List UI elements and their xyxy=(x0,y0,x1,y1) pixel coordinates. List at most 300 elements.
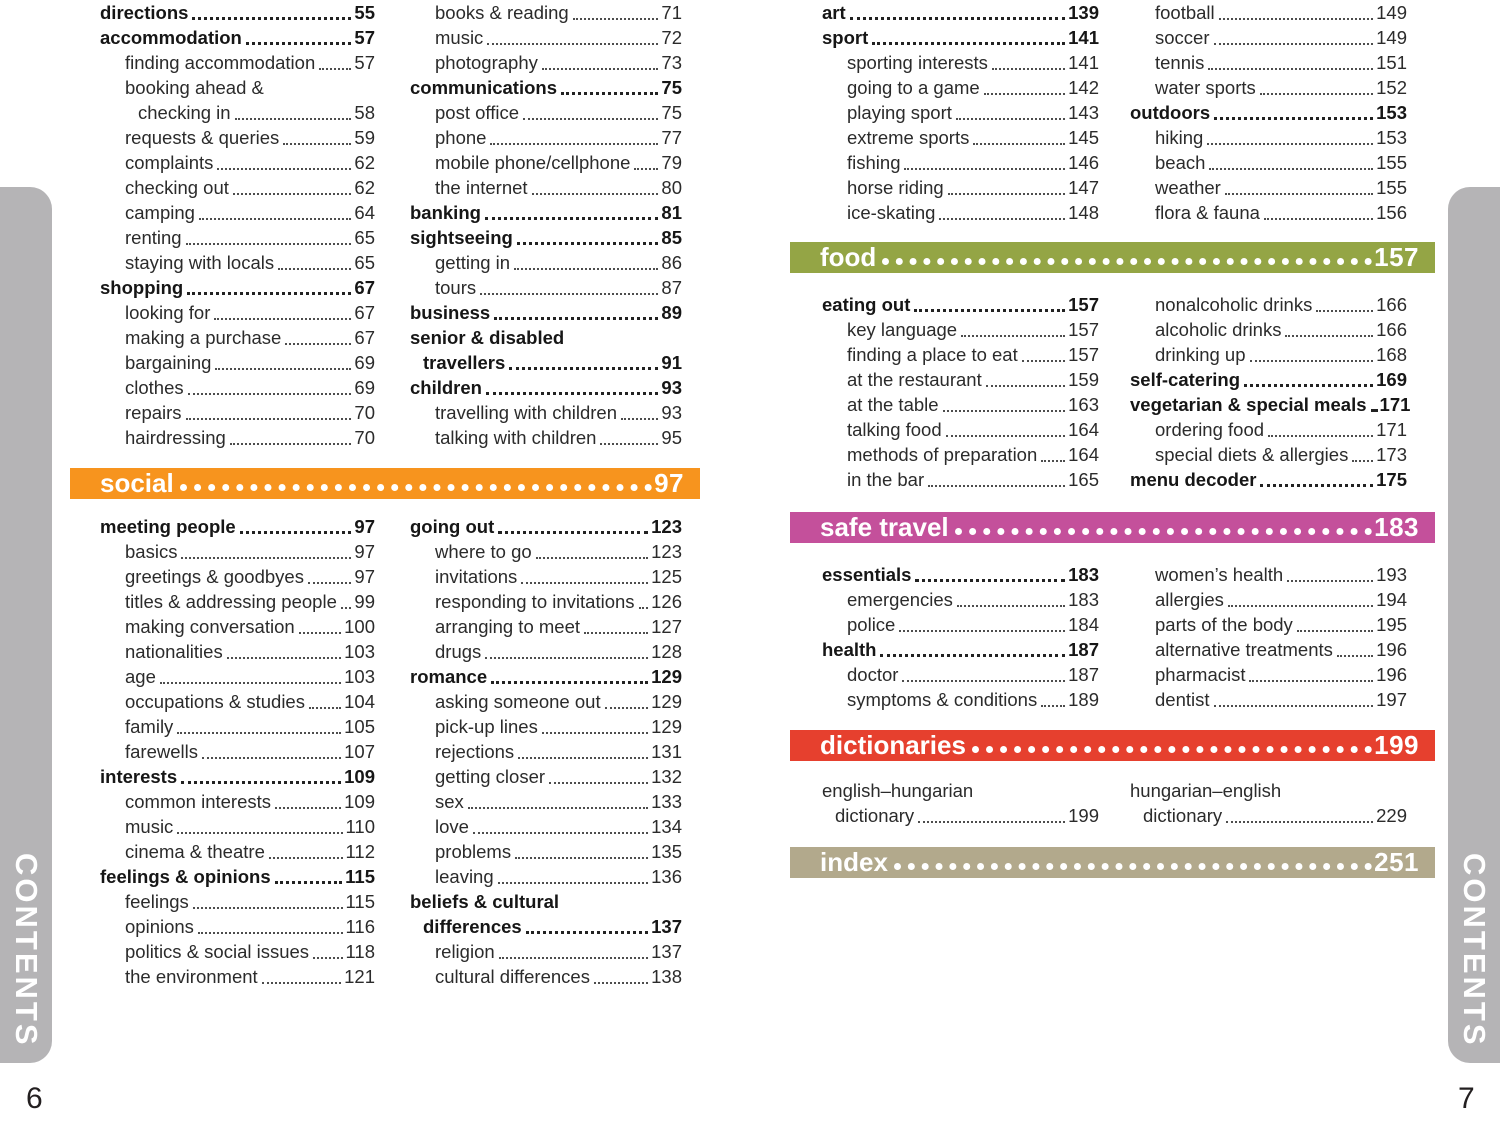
section-banner-page: 157 xyxy=(1374,242,1419,272)
toc-entry xyxy=(410,739,682,764)
toc-entry-page: 139 xyxy=(1068,2,1099,23)
toc-column xyxy=(410,514,682,989)
toc-entry xyxy=(410,250,682,275)
toc-entry-page: 67 xyxy=(354,302,375,323)
toc-entry-label: nonalcoholic drinks xyxy=(1155,294,1313,315)
toc-entry xyxy=(822,662,1099,687)
toc-entry xyxy=(410,914,682,939)
banner-dot-leader xyxy=(955,521,1372,535)
toc-entry xyxy=(410,839,682,864)
toc-entry xyxy=(410,614,682,639)
section-banner-title: social xyxy=(100,468,174,498)
toc-entry-label: the internet xyxy=(435,177,528,198)
dot-leader xyxy=(235,118,352,120)
toc-entry-page: 116 xyxy=(345,916,375,937)
dot-leader xyxy=(1209,168,1373,170)
toc-entry-label: cultural differences xyxy=(435,966,590,987)
toc-entry-page: 133 xyxy=(651,791,682,812)
toc-entry-page: 103 xyxy=(344,666,375,687)
toc-entry-page: 143 xyxy=(1068,102,1099,123)
toc-entry xyxy=(100,664,375,689)
toc-entry-page: 155 xyxy=(1376,177,1407,198)
toc-entry xyxy=(410,200,682,225)
toc-entry-label: differences xyxy=(423,916,522,937)
toc-entry-label: basics xyxy=(125,541,178,562)
toc-entry xyxy=(822,467,1099,492)
dot-leader xyxy=(600,443,658,445)
dot-leader xyxy=(1225,193,1373,195)
toc-entry-label: outdoors xyxy=(1130,102,1211,123)
dot-leader xyxy=(914,309,1065,312)
toc-columns xyxy=(790,0,1435,225)
dot-leader xyxy=(1264,218,1373,220)
toc-entry-label: pick-up lines xyxy=(435,716,538,737)
toc-entry xyxy=(410,225,682,250)
toc-entry-page: 164 xyxy=(1068,444,1099,465)
dot-leader xyxy=(473,832,648,834)
toc-column xyxy=(1130,0,1407,225)
toc-entry xyxy=(1130,392,1411,417)
toc-entry-page: 229 xyxy=(1376,805,1407,826)
toc-entry xyxy=(822,367,1099,392)
toc-entry-label: mobile phone/cellphone xyxy=(435,152,631,173)
dot-leader xyxy=(986,385,1065,387)
toc-entry-label: post office xyxy=(435,102,519,123)
toc-entry-label: playing sport xyxy=(847,102,952,123)
toc-entry-page: 199 xyxy=(1068,805,1099,826)
dot-leader xyxy=(177,832,342,834)
toc-entry xyxy=(100,250,375,275)
toc-entry-page: 138 xyxy=(651,966,682,987)
toc-entry-label: where to go xyxy=(435,541,532,562)
toc-entry xyxy=(100,964,375,989)
dot-leader xyxy=(957,605,1065,607)
section-banner-social xyxy=(70,468,700,499)
toc-entry xyxy=(410,50,682,75)
toc-entry xyxy=(410,125,682,150)
toc-entry-page: 128 xyxy=(651,641,682,662)
toc-entry-page: 110 xyxy=(345,816,375,837)
dot-leader xyxy=(186,243,352,245)
dot-leader xyxy=(605,707,649,709)
dot-leader xyxy=(549,782,648,784)
toc-entry-page: 81 xyxy=(661,202,682,223)
toc-entry xyxy=(410,350,682,375)
toc-entry-label: sport xyxy=(822,27,869,48)
dot-leader xyxy=(181,557,351,559)
toc-entry-page: 95 xyxy=(661,427,682,448)
toc-entry-page: 142 xyxy=(1068,77,1099,98)
toc-entry-label: hairdressing xyxy=(125,427,226,448)
toc-entry-label: camping xyxy=(125,202,195,223)
banner-dot-leader xyxy=(180,477,652,491)
toc-entry xyxy=(1130,778,1407,803)
dot-leader xyxy=(1226,821,1373,823)
toc-entry-label: special diets & allergies xyxy=(1155,444,1349,465)
dot-leader xyxy=(233,193,352,195)
dot-leader xyxy=(215,368,351,370)
toc-entry-page: 153 xyxy=(1376,102,1407,123)
toc-entry xyxy=(822,25,1099,50)
dot-leader xyxy=(499,957,648,959)
toc-entry-label: beliefs & cultural xyxy=(410,891,560,912)
toc-column xyxy=(100,514,375,989)
toc-entry-label: emergencies xyxy=(847,589,953,610)
dot-leader xyxy=(621,418,658,420)
toc-entry xyxy=(100,539,375,564)
toc-entry-label: doctor xyxy=(847,664,899,685)
dot-leader xyxy=(542,732,648,734)
toc-entry-label: bargaining xyxy=(125,352,212,373)
toc-entry-label: occupations & studies xyxy=(125,691,305,712)
toc-entry-label: photography xyxy=(435,52,538,73)
toc-entry xyxy=(410,275,682,300)
dot-leader xyxy=(509,367,658,370)
dot-leader xyxy=(880,654,1065,657)
toc-entry xyxy=(100,739,375,764)
dot-leader xyxy=(899,630,1065,632)
toc-entry-label: hungarian–english xyxy=(1130,780,1282,801)
toc-entry xyxy=(822,50,1099,75)
toc-entry-page: 149 xyxy=(1376,2,1407,23)
toc-entry xyxy=(822,175,1099,200)
toc-column xyxy=(1130,778,1407,828)
toc-entry-label: essentials xyxy=(822,564,912,585)
toc-entry xyxy=(822,562,1099,587)
toc-entry-page: 57 xyxy=(354,27,375,48)
toc-entry xyxy=(1130,292,1407,317)
dot-leader xyxy=(199,218,351,220)
toc-entry xyxy=(100,25,375,50)
toc-entry-page: 91 xyxy=(661,352,682,373)
toc-entry-label: rejections xyxy=(435,741,515,762)
toc-entry-label: requests & queries xyxy=(125,127,280,148)
toc-entry-label: asking someone out xyxy=(435,691,601,712)
toc-entry-page: 85 xyxy=(661,227,682,248)
dot-leader xyxy=(299,632,341,634)
toc-entry-label: self-catering xyxy=(1130,369,1241,390)
toc-entry xyxy=(410,864,682,889)
toc-entry xyxy=(410,964,682,989)
toc-entry xyxy=(1130,50,1407,75)
toc-entry xyxy=(410,0,682,25)
dot-leader xyxy=(1249,680,1373,682)
toc-entry-page: 166 xyxy=(1376,319,1407,340)
toc-entry xyxy=(822,317,1099,342)
toc-entry-page: 123 xyxy=(651,516,682,537)
toc-entry-label: police xyxy=(847,614,896,635)
toc-entry-page: 64 xyxy=(354,202,375,223)
toc-entry-label: renting xyxy=(125,227,182,248)
toc-entry xyxy=(1130,803,1407,828)
dot-leader xyxy=(1250,360,1374,362)
toc-columns xyxy=(70,514,700,989)
dot-leader xyxy=(181,781,341,784)
dot-leader xyxy=(1268,435,1373,437)
toc-entry-label: family xyxy=(125,716,174,737)
toc-entry xyxy=(100,50,375,75)
dot-leader xyxy=(518,757,648,759)
dot-leader xyxy=(918,821,1065,823)
toc-entry xyxy=(100,225,375,250)
toc-entry-page: 80 xyxy=(661,177,682,198)
dot-leader xyxy=(341,607,352,609)
toc-entry-page: 175 xyxy=(1376,469,1407,490)
toc-entry-page: 141 xyxy=(1068,52,1099,73)
toc-entry xyxy=(410,814,682,839)
section-banner-title: food xyxy=(820,242,877,272)
toc-entry-label: going to a game xyxy=(847,77,980,98)
contents-side-tab-right xyxy=(1448,187,1500,1063)
toc-entry xyxy=(100,400,375,425)
banner-dot-leader xyxy=(972,739,1372,753)
dot-leader xyxy=(536,557,648,559)
toc-entry-page: 115 xyxy=(345,866,375,887)
toc-entry-label: talking with children xyxy=(435,427,597,448)
toc-entry-label: repairs xyxy=(125,402,182,423)
toc-entry-page: 169 xyxy=(1376,369,1407,390)
toc-entry-label: children xyxy=(410,377,482,398)
dot-leader xyxy=(946,435,1066,437)
dot-leader xyxy=(278,268,351,270)
toc-entry-label: finding accommodation xyxy=(125,52,316,73)
toc-entry xyxy=(1130,317,1407,342)
toc-entry xyxy=(1130,367,1407,392)
dot-leader xyxy=(1352,460,1373,462)
dot-leader xyxy=(1316,310,1373,312)
toc-entry xyxy=(410,75,682,100)
toc-entry-label: water sports xyxy=(1155,77,1256,98)
toc-entry-page: 157 xyxy=(1068,344,1099,365)
section-banner-dictionaries xyxy=(790,730,1435,761)
toc-entry xyxy=(410,639,682,664)
toc-entry xyxy=(1130,637,1407,662)
dot-leader xyxy=(1214,705,1374,707)
contents-side-tab-left xyxy=(0,187,52,1063)
toc-entry-page: 152 xyxy=(1376,77,1407,98)
section-banner-title: safe travel xyxy=(820,512,949,542)
toc-entry-label: tours xyxy=(435,277,477,298)
toc-entry-label: in the bar xyxy=(847,469,925,490)
toc-entry-page: 115 xyxy=(345,891,375,912)
toc-entry xyxy=(1130,467,1407,492)
dot-leader xyxy=(1260,93,1373,95)
dot-leader xyxy=(915,579,1065,582)
toc-entry-label: phone xyxy=(435,127,487,148)
toc-entry-label: extreme sports xyxy=(847,127,970,148)
toc-entry-page: 107 xyxy=(344,741,375,762)
toc-entry-page: 196 xyxy=(1376,639,1407,660)
toc-entry xyxy=(822,342,1099,367)
dot-leader xyxy=(526,931,648,934)
dot-leader xyxy=(227,657,341,659)
toc-entry-page: 93 xyxy=(661,402,682,423)
toc-entry-page: 126 xyxy=(651,591,682,612)
dot-leader xyxy=(956,118,1065,120)
toc-entry-page: 86 xyxy=(661,252,682,273)
toc-entry-label: travellers xyxy=(423,352,506,373)
toc-entry-page: 70 xyxy=(354,402,375,423)
dot-leader xyxy=(573,18,659,20)
toc-entry xyxy=(100,589,375,614)
dot-leader xyxy=(515,857,648,859)
toc-entry-label: going out xyxy=(410,516,495,537)
toc-entry-page: 69 xyxy=(354,377,375,398)
dot-leader xyxy=(230,443,352,445)
toc-entry xyxy=(100,614,375,639)
toc-entry xyxy=(410,589,682,614)
toc-entry xyxy=(410,939,682,964)
toc-entry-label: finding a place to eat xyxy=(847,344,1018,365)
toc-entry-label: staying with locals xyxy=(125,252,275,273)
dot-leader xyxy=(1285,335,1373,337)
toc-entry-label: methods of preparation xyxy=(847,444,1038,465)
toc-entry xyxy=(100,175,375,200)
toc-entry xyxy=(100,375,375,400)
toc-entry xyxy=(822,150,1099,175)
toc-entry-label: flora & fauna xyxy=(1155,202,1260,223)
toc-entry-label: horse riding xyxy=(847,177,944,198)
page-number-left: 6 xyxy=(26,1082,43,1115)
toc-entry-label: eating out xyxy=(822,294,911,315)
section-banner-page: 183 xyxy=(1374,512,1419,542)
toc-entry-label: parts of the body xyxy=(1155,614,1293,635)
toc-entry-page: 141 xyxy=(1068,27,1099,48)
toc-entry-label: clothes xyxy=(125,377,184,398)
toc-entry-label: sporting interests xyxy=(847,52,988,73)
toc-entry-page: 165 xyxy=(1068,469,1099,490)
toc-entry-page: 183 xyxy=(1068,589,1099,610)
toc-entry-label: allergies xyxy=(1155,589,1224,610)
toc-entry xyxy=(410,100,682,125)
dot-leader xyxy=(948,193,1065,195)
toc-entry-page: 146 xyxy=(1068,152,1099,173)
page-right xyxy=(790,0,1435,878)
toc-entry-label: key language xyxy=(847,319,958,340)
toc-entry xyxy=(822,392,1099,417)
section-banner-title: dictionaries xyxy=(820,730,966,760)
toc-entry-page: 73 xyxy=(661,52,682,73)
toc-entry-label: looking for xyxy=(125,302,211,323)
toc-entry xyxy=(100,714,375,739)
dot-leader xyxy=(992,68,1065,70)
toc-entry-label: fishing xyxy=(847,152,901,173)
toc-entry xyxy=(1130,587,1407,612)
toc-entry xyxy=(1130,200,1407,225)
contents-tab-label-right: CONTENTS xyxy=(1457,852,1492,1047)
toc-entry-label: music xyxy=(435,27,484,48)
dot-leader xyxy=(494,317,658,320)
toc-entry xyxy=(822,442,1099,467)
dot-leader xyxy=(214,318,351,320)
toc-entry xyxy=(100,0,375,25)
toc-entry-page: 93 xyxy=(661,377,682,398)
toc-entry-label: alternative treatments xyxy=(1155,639,1333,660)
dot-leader xyxy=(160,682,341,684)
toc-entry-label: banking xyxy=(410,202,481,223)
toc-entry-label: age xyxy=(125,666,156,687)
toc-entry-label: tennis xyxy=(1155,52,1205,73)
toc-entry-page: 129 xyxy=(651,716,682,737)
toc-entry-page: 153 xyxy=(1376,127,1407,148)
toc-entry-page: 104 xyxy=(344,691,375,712)
toc-entry-page: 149 xyxy=(1376,27,1407,48)
toc-entry-label: women’s health xyxy=(1155,564,1284,585)
dot-leader xyxy=(850,17,1065,20)
toc-entry-page: 156 xyxy=(1376,202,1407,223)
dot-leader xyxy=(217,168,351,170)
toc-entry-page: 62 xyxy=(354,177,375,198)
section-banner-page: 97 xyxy=(654,468,684,498)
dot-leader xyxy=(269,857,343,859)
toc-entry-page: 79 xyxy=(661,152,682,173)
dot-leader xyxy=(939,218,1065,220)
toc-entry xyxy=(1130,417,1407,442)
toc-entry-page: 105 xyxy=(344,716,375,737)
toc-entry-label: books & reading xyxy=(435,2,569,23)
toc-entry-label: soccer xyxy=(1155,27,1210,48)
banner-dot-leader xyxy=(882,251,1372,265)
toc-entry-label: symptoms & conditions xyxy=(847,689,1038,710)
toc-columns xyxy=(70,0,700,450)
toc-entry xyxy=(410,400,682,425)
dot-leader xyxy=(240,531,352,534)
toc-entry-page: 147 xyxy=(1068,177,1099,198)
toc-entry xyxy=(1130,25,1407,50)
toc-entry xyxy=(100,864,375,889)
toc-entry-label: arranging to meet xyxy=(435,616,581,637)
dot-leader xyxy=(262,982,341,984)
toc-entry-page: 127 xyxy=(651,616,682,637)
dot-leader xyxy=(902,680,1065,682)
toc-entry xyxy=(822,687,1099,712)
toc-entry xyxy=(822,803,1099,828)
toc-entry-page: 132 xyxy=(651,766,682,787)
toc-entry-page: 67 xyxy=(354,327,375,348)
toc-entry xyxy=(822,200,1099,225)
toc-entry-page: 135 xyxy=(651,841,682,862)
toc-entry-label: booking ahead & xyxy=(125,77,264,98)
section-banner-safe-travel xyxy=(790,512,1435,543)
toc-entry-page: 109 xyxy=(344,791,375,812)
toc-entry-page: 189 xyxy=(1068,689,1099,710)
toc-entry xyxy=(822,637,1099,662)
toc-entry-page: 131 xyxy=(651,741,682,762)
toc-entry-label: feelings & opinions xyxy=(100,866,271,887)
toc-entry-label: dictionary xyxy=(1143,805,1223,826)
toc-entry xyxy=(100,514,375,539)
toc-entry xyxy=(100,564,375,589)
dot-leader xyxy=(485,657,648,659)
toc-column xyxy=(100,0,375,450)
toc-entry-page: 148 xyxy=(1068,202,1099,223)
toc-entry-label: sex xyxy=(435,791,464,812)
toc-entry-page: 183 xyxy=(1068,564,1099,585)
toc-column xyxy=(1130,292,1411,492)
toc-entry-label: interests xyxy=(100,766,178,787)
toc-entry-page: 125 xyxy=(651,566,682,587)
dot-leader xyxy=(973,143,1065,145)
toc-entry-label: checking out xyxy=(125,177,229,198)
toc-entry-page: 62 xyxy=(354,152,375,173)
toc-entry-page: 194 xyxy=(1376,589,1407,610)
toc-entry xyxy=(410,789,682,814)
toc-entry xyxy=(100,689,375,714)
toc-entry-page: 129 xyxy=(651,691,682,712)
toc-entry-page: 155 xyxy=(1376,152,1407,173)
toc-entry-page: 197 xyxy=(1376,689,1407,710)
toc-entry-page: 75 xyxy=(661,102,682,123)
